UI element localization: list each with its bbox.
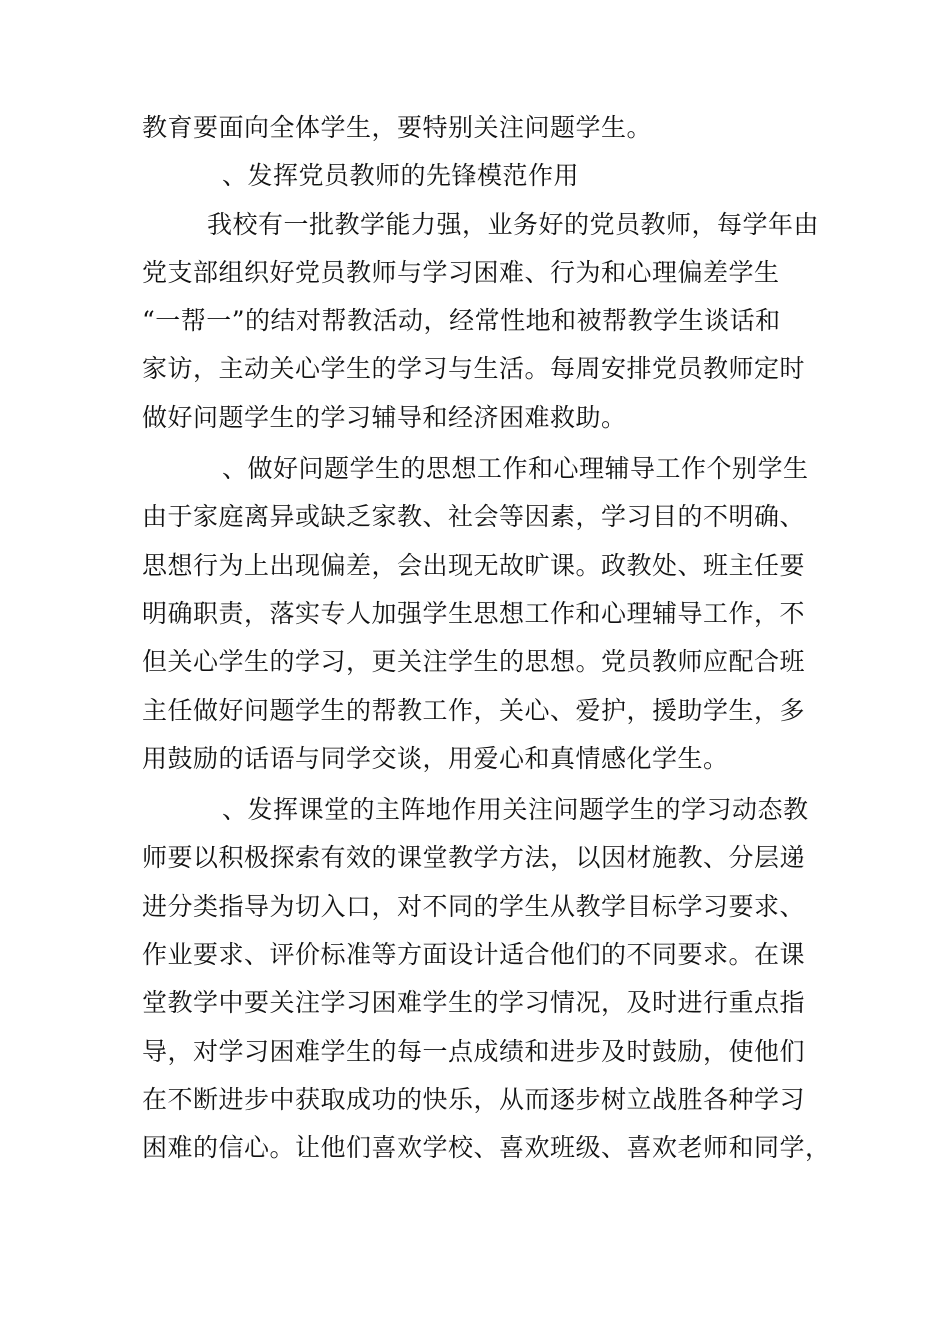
text-line: 由于家庭离异或缺乏家教、社会等因素，学习目的不明确、	[142, 502, 806, 532]
text-line: 导，对学习困难学生的每一点成绩和进步及时鼓励，使他们	[142, 1036, 806, 1066]
text-line: 师要以积极探索有效的课堂教学方法，以因材施教、分层递	[142, 843, 806, 873]
text-line: 教育要面向全体学生，要特别关注问题学生。	[142, 113, 653, 142]
text-line: 堂教学中要关注学习困难学生的学习情况，及时进行重点指	[142, 988, 806, 1018]
section-heading-classroom: 、发挥课堂的主阵地作用关注问题学生的学习动态教	[222, 795, 809, 825]
section-heading-ideological-work: 、做好问题学生的思想工作和心理辅导工作个别学生	[222, 454, 809, 484]
text-line: 困难的信心。让他们喜欢学校、喜欢班级、喜欢老师和同学，	[142, 1133, 831, 1163]
text-line: “一帮一”的结对帮教活动，经常性地和被帮教学生谈话和	[142, 306, 781, 336]
text-line: 用鼓励的话语与同学交谈，用爱心和真情感化学生。	[142, 743, 729, 773]
text-line: 做好问题学生的学习辅导和经济困难救助。	[142, 402, 627, 432]
text-line: 党支部组织好党员教师与学习困难、行为和心理偏差学生	[142, 257, 780, 287]
section-heading-party-teachers: 、发挥党员教师的先锋模范作用	[222, 161, 580, 191]
text-line: 我校有一批教学能力强，业务好的党员教师，每学年由	[207, 209, 820, 239]
text-line: 进分类指导为切入口，对不同的学生从教学目标学习要求、	[142, 891, 806, 921]
text-line: 家访，主动关心学生的学习与生活。每周安排党员教师定时	[142, 354, 806, 384]
text-line: 但关心学生的学习，更关注学生的思想。党员教师应配合班	[142, 647, 806, 677]
text-line: 思想行为上出现偏差，会出现无故旷课。政教处、班主任要	[142, 550, 806, 580]
text-line: 作业要求、评价标准等方面设计适合他们的不同要求。在课	[142, 940, 806, 970]
text-line: 在不断进步中获取成功的快乐，从而逐步树立战胜各种学习	[142, 1084, 806, 1114]
text-line: 主任做好问题学生的帮教工作，关心、爱护，援助学生，多	[142, 695, 806, 725]
document-body	[142, 104, 831, 1173]
text-line: 明确职责，落实专人加强学生思想工作和心理辅导工作，不	[142, 598, 806, 628]
